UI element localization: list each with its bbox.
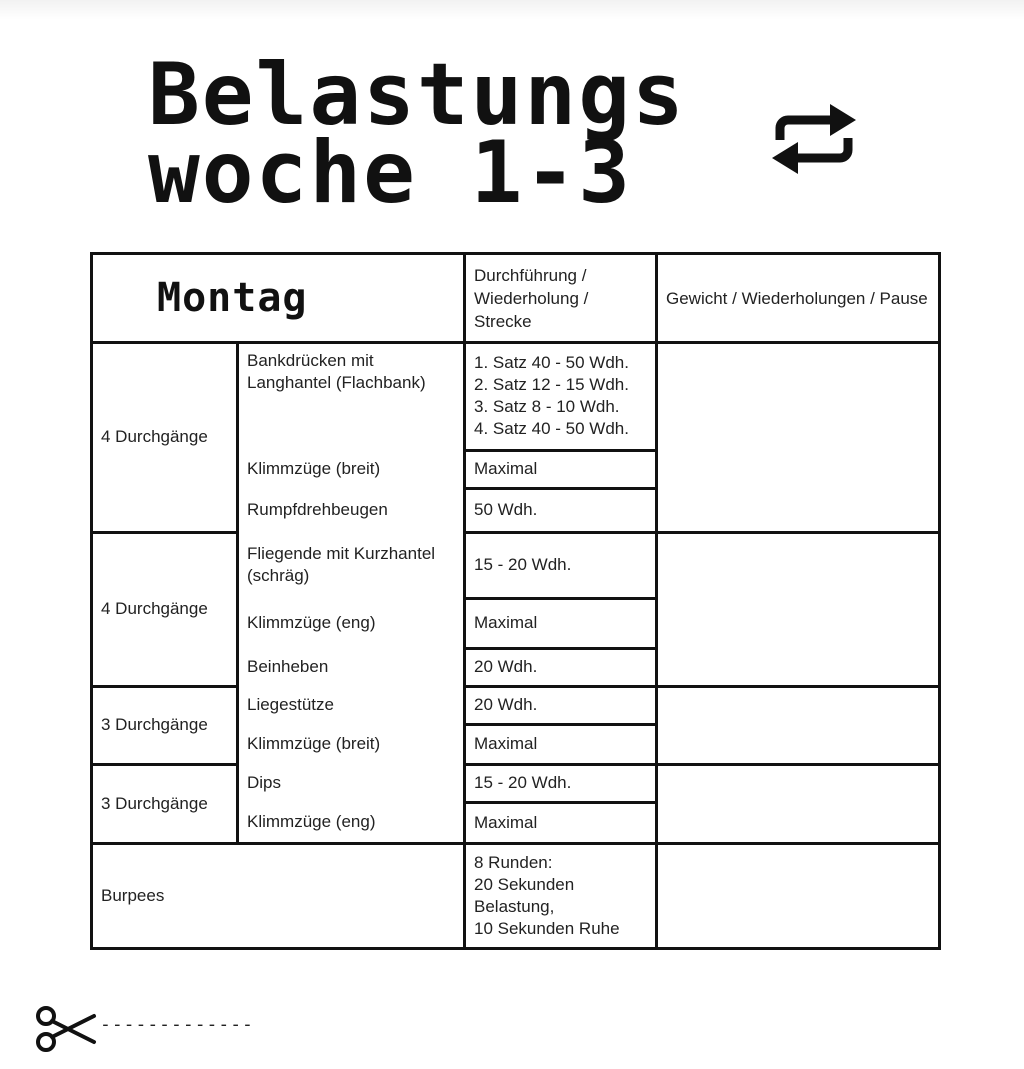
log-cell bbox=[657, 844, 940, 949]
log-cell bbox=[657, 343, 940, 533]
table-row bbox=[92, 686, 940, 724]
training-table bbox=[90, 252, 941, 950]
execution-cell: 1. Satz 40 - 50 Wdh. 2. Satz 12 - 15 Wdh. 3. Satz 8 - 10 Wdh. 4. Satz 40 - 50 Wdh. bbox=[465, 343, 657, 451]
exercise-cell: Klimmzüge (breit) bbox=[238, 724, 465, 764]
rounds-cell: 3 Durchgänge bbox=[92, 686, 238, 764]
title-line-1: Belastungs bbox=[148, 45, 686, 145]
rounds-cell: 3 Durchgänge bbox=[92, 764, 238, 844]
table-header-row bbox=[92, 254, 940, 343]
execution-cell: 20 Wdh. bbox=[465, 686, 657, 724]
log-cell bbox=[657, 532, 940, 686]
table-row bbox=[92, 532, 940, 598]
exercise-cell: Liegestütze bbox=[238, 686, 465, 724]
table-row bbox=[92, 764, 940, 802]
execution-cell: Maximal bbox=[465, 724, 657, 764]
execution-cell: 15 - 20 Wdh. bbox=[465, 532, 657, 598]
execution-cell: Maximal bbox=[465, 450, 657, 488]
exercise-cell: Beinheben bbox=[238, 648, 465, 686]
execution-cell: 15 - 20 Wdh. bbox=[465, 764, 657, 802]
rounds-cell: 4 Durchgänge bbox=[92, 343, 238, 533]
scissors-icon bbox=[34, 1004, 98, 1054]
exercise-cell: Klimmzüge (eng) bbox=[238, 802, 465, 844]
page-title bbox=[148, 45, 686, 223]
header-execution: Durchführung / Wiederholung / Strecke bbox=[465, 254, 657, 343]
execution-cell: 20 Wdh. bbox=[465, 648, 657, 686]
title-line-2: woche 1-3 bbox=[148, 123, 632, 223]
day-heading: Montag bbox=[92, 254, 465, 343]
top-fade bbox=[0, 0, 1024, 20]
execution-cell: Maximal bbox=[465, 598, 657, 648]
exercise-cell: Fliegende mit Kurzhantel (schräg) bbox=[238, 532, 465, 598]
cut-line: ------------- bbox=[100, 1014, 254, 1035]
exercise-cell: Bankdrücken mit Langhantel (Flachbank) bbox=[238, 343, 465, 451]
rounds-cell: 4 Durchgänge bbox=[92, 532, 238, 686]
exercise-cell: Rumpfdrehbeugen bbox=[238, 488, 465, 532]
log-cell bbox=[657, 764, 940, 844]
table-row bbox=[92, 844, 940, 949]
table-row bbox=[92, 343, 940, 451]
exercise-cell: Klimmzüge (breit) bbox=[238, 450, 465, 488]
execution-cell: 50 Wdh. bbox=[465, 488, 657, 532]
repeat-icon bbox=[770, 100, 858, 178]
log-cell bbox=[657, 686, 940, 764]
exercise-cell: Dips bbox=[238, 764, 465, 802]
header-log: Gewicht / Wiederholungen / Pause bbox=[657, 254, 940, 343]
execution-cell: 8 Runden: 20 Sekunden Belastung, 10 Sekunden Ruhe bbox=[465, 844, 657, 949]
exercise-cell: Klimmzüge (eng) bbox=[238, 598, 465, 648]
exercise-cell: Burpees bbox=[92, 844, 465, 949]
execution-cell: Maximal bbox=[465, 802, 657, 844]
